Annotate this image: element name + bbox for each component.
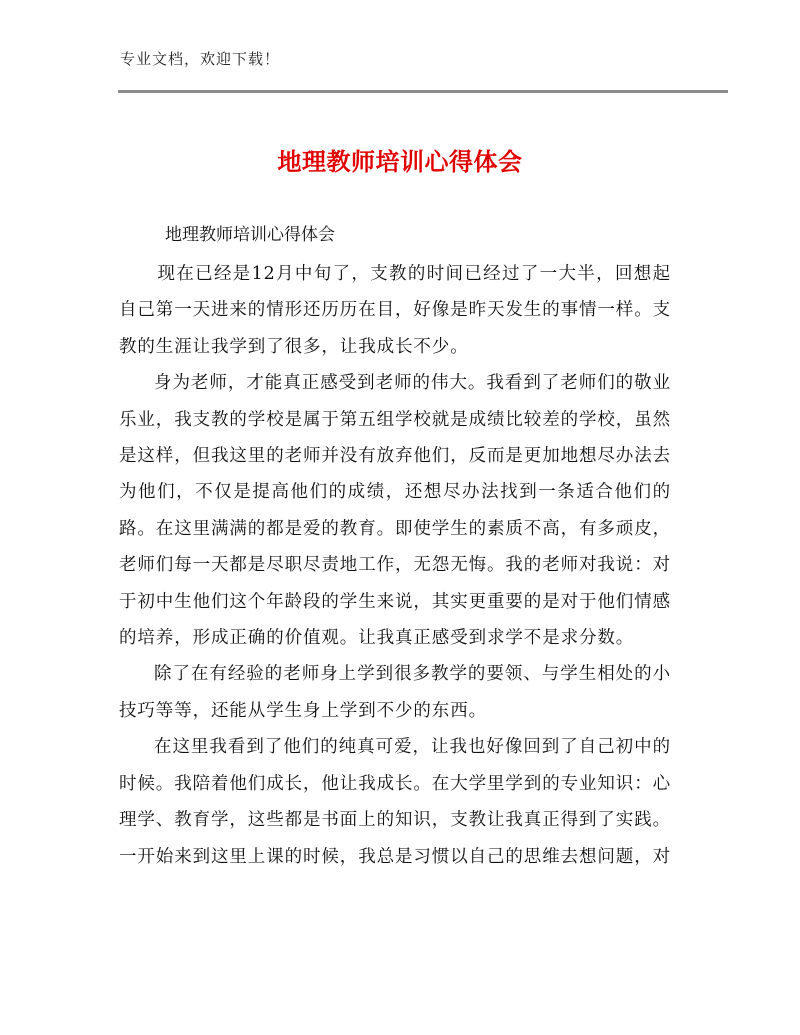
document-body bbox=[119, 256, 671, 875]
paragraph-2: 身为老师，才能真正感受到老师的伟大。我看到了老师们的敬业乐业，我支教的学校是属于第五组学校就是成绩比较差的学校，虽然是这样，但我这里的老师并没有放弃他们，反而是更加地想尽办法去为他们，不仅是提高他们的成绩，还想尽办法找到一条适合他们的路。在这里满满的都是爱的教育。即使学生的素质不高，有多顽皮，老师们每一天都是尽职尽责地工作，无怨无悔。我的老师对我说：对于初中生他们这个年龄段的学生来说，其实更重要的是对于他们情感的培养，形成正确的价值观。让我真正感受到求学不是求分数。 bbox=[119, 373, 671, 649]
paragraph-4: 在这里我看到了他们的纯真可爱，让我也好像回到了自己初中的时候。我陪着他们成长，他让我成长。在大学里学到的专业知识：心理学、教育学，这些都是书面上的知识，支教让我真正得到了实践。一开始来到这里上课的时候，我总是习惯以自己的思维去想问题，对 bbox=[119, 737, 671, 867]
document-title: 地理教师培训心得体会 bbox=[277, 148, 523, 176]
paragraph-1: 现在已经是12月中旬了，支教的时间已经过了一大半，回想起自己第一天进来的情形还历历在目，好像是昨天发生的事情一样。支教的生涯让我学到了很多，让我成长不少。 bbox=[119, 264, 671, 357]
header-divider bbox=[118, 90, 728, 93]
document-subtitle: 地理教师培训心得体会 bbox=[165, 225, 335, 245]
page-header-text: 专业文档，欢迎下载！ bbox=[120, 50, 281, 68]
paragraph-3: 除了在有经验的老师身上学到很多教学的要领、与学生相处的小技巧等等，还能从学生身上学到不少的东西。 bbox=[119, 664, 671, 721]
